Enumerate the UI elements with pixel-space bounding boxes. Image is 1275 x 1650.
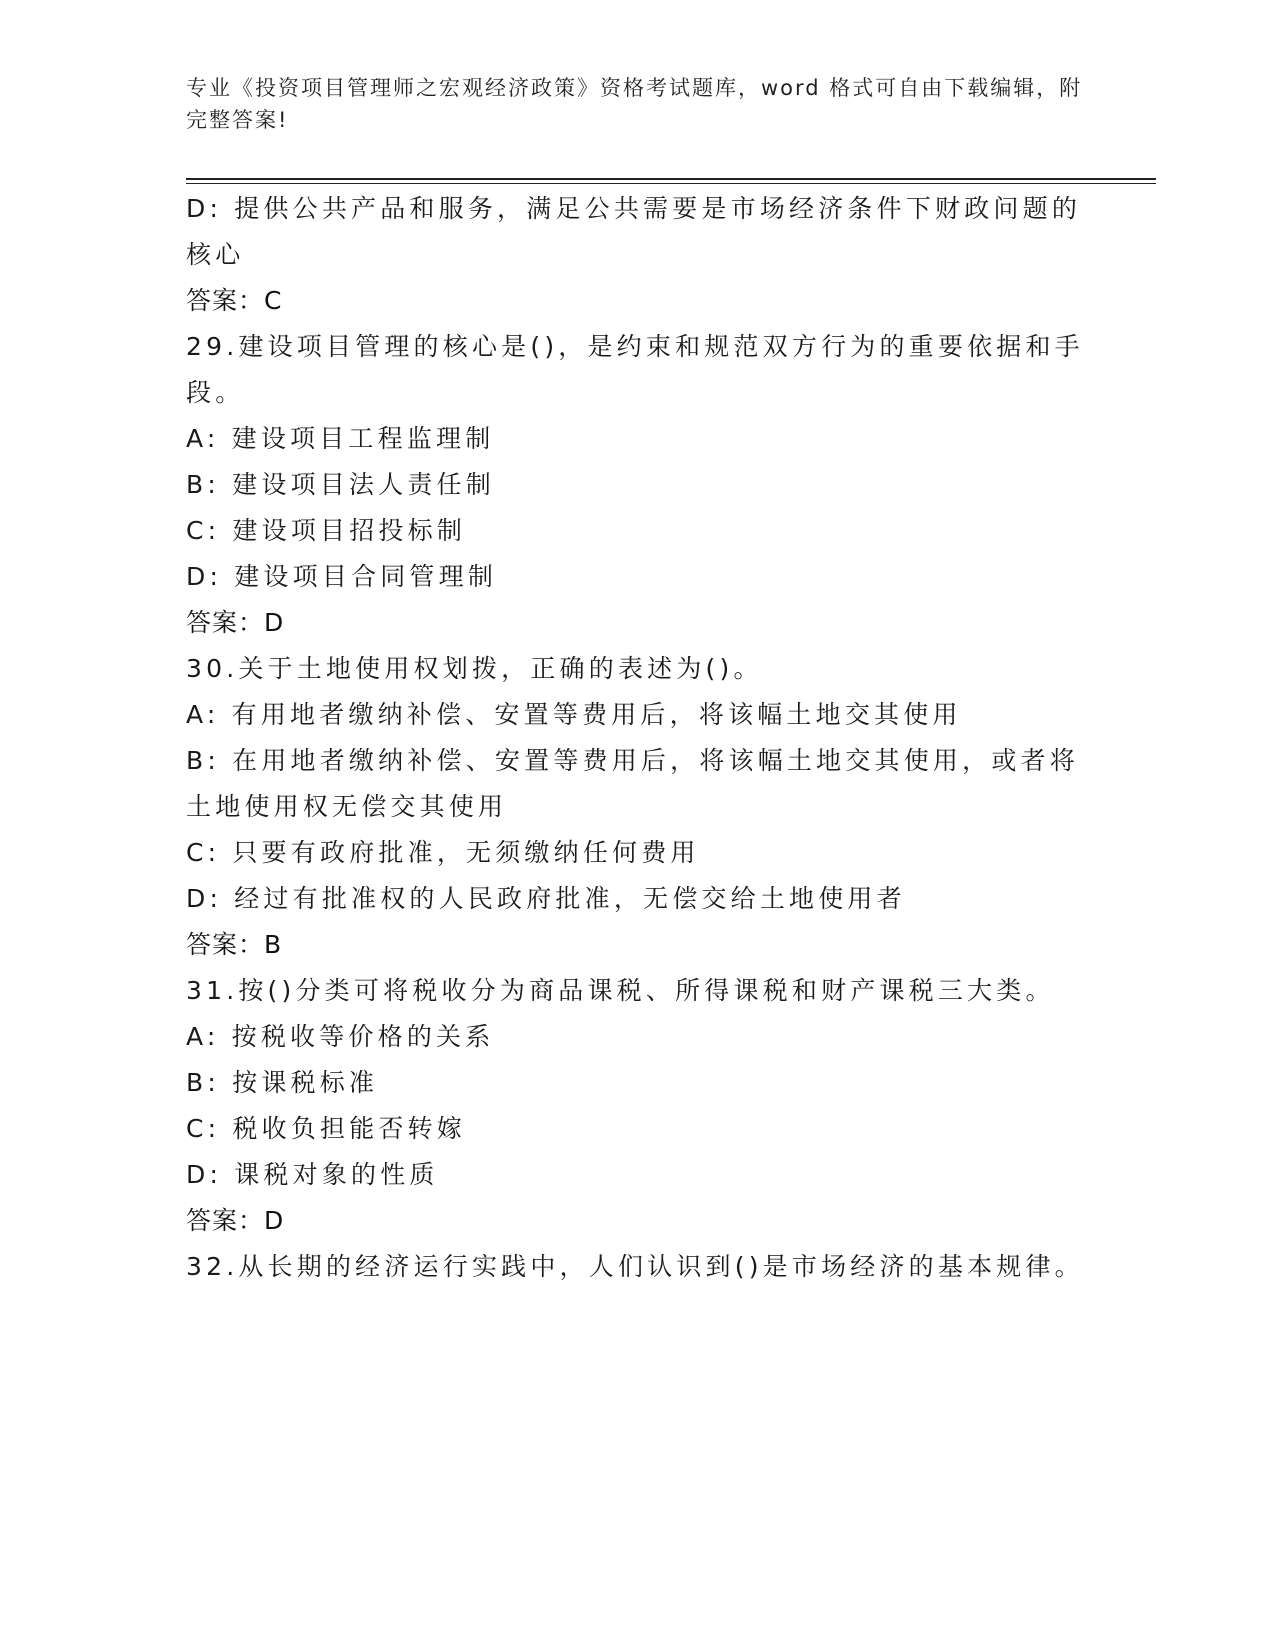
question-31	[186, 968, 1086, 1244]
question-29-stem-line-2: 段。	[186, 378, 245, 407]
answer-29: 答案：D	[186, 608, 285, 637]
question-29-option-d: D: 建设项目合同管理制	[186, 562, 498, 591]
option-d-line-2: 核心	[186, 240, 245, 269]
header-divider-thick	[186, 178, 1156, 180]
question-29-option-b: B: 建设项目法人责任制	[186, 470, 495, 499]
question-32-stem: 32.从长期的经济运行实践中，人们认识到()是市场经济的基本规律。	[186, 1252, 1084, 1281]
question-30	[186, 646, 1086, 968]
answer-30: 答案：B	[186, 930, 283, 959]
question-30-option-b-line-1: B: 在用地者缴纳补偿、安置等费用后，将该幅土地交其使用，或者将	[186, 746, 1079, 775]
option-d-line-1: D: 提供公共产品和服务，满足公共需要是市场经济条件下财政问题的	[186, 194, 1082, 223]
question-31-option-c: C: 税收负担能否转嫁	[186, 1114, 467, 1143]
question-29	[186, 324, 1086, 646]
answer-28: 答案：C	[186, 286, 283, 315]
question-31-option-a: A: 按税收等价格的关系	[186, 1022, 495, 1051]
question-31-option-b: B: 按课税标准	[186, 1068, 379, 1097]
question-28-continuation	[186, 186, 1086, 324]
question-30-option-d: D: 经过有批准权的人民政府批准，无偿交给土地使用者	[186, 884, 906, 913]
answer-31: 答案：D	[186, 1206, 285, 1235]
header-divider-thin	[186, 183, 1156, 184]
question-30-option-b-line-2: 土地使用权无偿交其使用	[186, 792, 508, 821]
question-30-option-c: C: 只要有政府批准，无须缴纳任何费用	[186, 838, 700, 867]
question-29-option-c: C: 建设项目招投标制	[186, 516, 467, 545]
document-header: 专业《投资项目管理师之宏观经济政策》资格考试题库，word 格式可自由下载编辑，附完整答案!	[186, 76, 1083, 132]
question-29-option-a: A: 建设项目工程监理制	[186, 424, 495, 453]
document-body	[186, 186, 1086, 1290]
question-31-stem: 31.按()分类可将税收分为商品课税、所得课税和财产课税三大类。	[186, 976, 1055, 1005]
question-31-option-d: D: 课税对象的性质	[186, 1160, 439, 1189]
question-32	[186, 1244, 1086, 1290]
question-30-stem: 30.关于土地使用权划拨，正确的表述为()。	[186, 654, 763, 683]
question-30-option-a: A: 有用地者缴纳补偿、安置等费用后，将该幅土地交其使用	[186, 700, 962, 729]
question-29-stem-line-1: 29.建设项目管理的核心是()，是约束和规范双方行为的重要依据和手	[186, 332, 1084, 361]
